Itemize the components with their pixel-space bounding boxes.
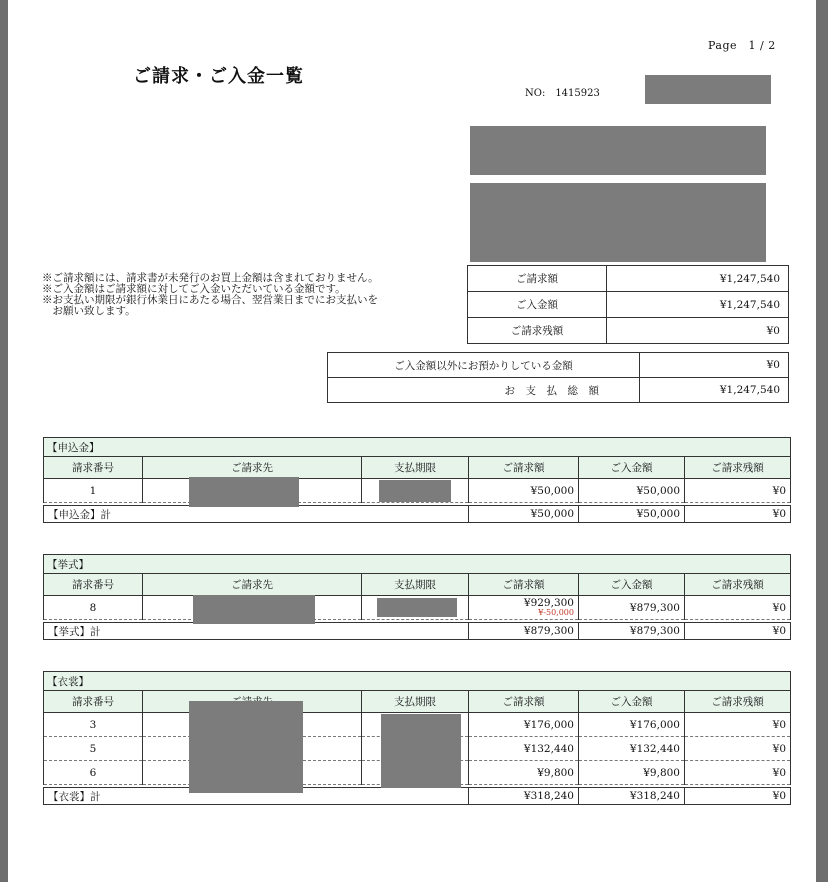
- due-date: [362, 713, 469, 737]
- balance-amount: ¥0: [685, 596, 791, 620]
- section-total-label: 【衣裳】計: [44, 788, 469, 805]
- redacted-block: [645, 75, 771, 104]
- balance-amount: ¥0: [685, 479, 791, 503]
- col-header: 請求番号: [44, 574, 143, 596]
- invoice-number: 8: [44, 596, 143, 620]
- paid-amount: ¥879,300: [579, 596, 685, 620]
- table-row: [44, 596, 791, 620]
- notes: [42, 273, 379, 317]
- billed-amount: ¥176,000: [469, 713, 579, 737]
- total-label: お 支 払 総 額: [328, 378, 640, 403]
- total-paid: ¥318,240: [579, 788, 685, 805]
- paid-label: ご入金額: [468, 292, 607, 318]
- section-kyoshiki: [43, 554, 790, 640]
- col-header: 支払期限: [362, 574, 469, 596]
- section-total-label: 【申込金】計: [44, 506, 469, 523]
- paid-amount: ¥132,440: [579, 737, 685, 761]
- section-total-row: [44, 623, 791, 640]
- balance-amount: ¥0: [685, 713, 791, 737]
- billing-to: [143, 713, 362, 737]
- total-billed: ¥318,240: [469, 788, 579, 805]
- section-title: 【申込金】: [44, 438, 791, 457]
- col-header: ご請求額: [469, 457, 579, 479]
- billing-to: [143, 596, 362, 620]
- redacted-cell: [189, 477, 299, 507]
- total-billed: ¥879,300: [469, 623, 579, 640]
- col-header: ご請求残額: [685, 457, 791, 479]
- col-header: 請求番号: [44, 691, 143, 713]
- col-header: ご請求額: [469, 691, 579, 713]
- document-title: ご請求・ご入金一覧: [133, 66, 304, 87]
- note-line: ※ご入金額はご請求額に対してご入金いただいている金額です。: [42, 283, 346, 295]
- total-balance: ¥0: [685, 623, 791, 640]
- billed-amount: ¥132,440: [469, 737, 579, 761]
- summary-total-table: [327, 352, 789, 403]
- col-header: 請求番号: [44, 457, 143, 479]
- col-header: 支払期限: [362, 691, 469, 713]
- balance-amount: ¥0: [685, 761, 791, 785]
- section-total-label: 【挙式】計: [44, 623, 469, 640]
- billing-to: [143, 479, 362, 503]
- total-balance: ¥0: [685, 788, 791, 805]
- invoice-number: 5: [44, 737, 143, 761]
- document-page: [8, 0, 816, 882]
- col-header: ご請求残額: [685, 691, 791, 713]
- invoice-number: 6: [44, 761, 143, 785]
- section-ishou: [43, 671, 790, 805]
- section-title: 【挙式】: [44, 555, 791, 574]
- col-header: ご請求先: [143, 574, 362, 596]
- total-paid: ¥50,000: [579, 506, 685, 523]
- deposit-label: ご入金額以外にお預かりしている金額: [328, 353, 640, 378]
- deposit-value: ¥0: [640, 353, 789, 378]
- redacted-address: [470, 183, 766, 262]
- redacted-cell: [189, 701, 303, 793]
- col-header: ご入金額: [579, 457, 685, 479]
- billed-amount: ¥50,000: [469, 479, 579, 503]
- document-number: NO: 1415923: [525, 88, 600, 99]
- invoice-number: 1: [44, 479, 143, 503]
- redacted-cell: [193, 595, 315, 624]
- billed-label: ご請求額: [468, 266, 607, 292]
- col-header: ご請求先: [143, 457, 362, 479]
- paid-value: ¥1,247,540: [607, 292, 789, 318]
- section-title: 【衣裳】: [44, 672, 791, 691]
- col-header: ご入金額: [579, 691, 685, 713]
- summary-table: [467, 265, 789, 344]
- table-row: [44, 713, 791, 737]
- section-total-row: [44, 506, 791, 523]
- total-billed: ¥50,000: [469, 506, 579, 523]
- col-header: ご入金額: [579, 574, 685, 596]
- redacted-address: [470, 126, 766, 175]
- note-line: お願い致します。: [42, 305, 136, 317]
- balance-amount: ¥0: [685, 737, 791, 761]
- billed-amount: [469, 596, 579, 620]
- redacted-cell: [377, 598, 457, 617]
- billed-amount-value: ¥929,300: [523, 597, 574, 609]
- section-moushikomi: [43, 437, 790, 523]
- table-row: [44, 479, 791, 503]
- col-header: 支払期限: [362, 457, 469, 479]
- billed-amount: ¥9,800: [469, 761, 579, 785]
- note-line: ※お支払い期限が銀行休業日にあたる場合、翌営業日までにお支払いを: [42, 294, 378, 306]
- redacted-cell: [381, 714, 461, 788]
- balance-value: ¥0: [607, 318, 789, 344]
- adjustment-amount: ¥-50,000: [538, 608, 574, 617]
- total-value: ¥1,247,540: [640, 378, 789, 403]
- section-total-row: [44, 788, 791, 805]
- due-date: [362, 596, 469, 620]
- invoice-number: 3: [44, 713, 143, 737]
- paid-amount: ¥9,800: [579, 761, 685, 785]
- redacted-cell: [379, 480, 451, 502]
- total-paid: ¥879,300: [579, 623, 685, 640]
- page-number: Page 1 / 2: [708, 39, 776, 52]
- note-line: ※ご請求額には、請求書が未発行のお買上金額は含まれておりません。: [42, 272, 379, 284]
- billed-value: ¥1,247,540: [607, 266, 789, 292]
- due-date: [362, 479, 469, 503]
- paid-amount: ¥50,000: [579, 479, 685, 503]
- total-balance: ¥0: [685, 506, 791, 523]
- col-header: ご請求額: [469, 574, 579, 596]
- col-header: ご請求残額: [685, 574, 791, 596]
- balance-label: ご請求残額: [468, 318, 607, 344]
- paid-amount: ¥176,000: [579, 713, 685, 737]
